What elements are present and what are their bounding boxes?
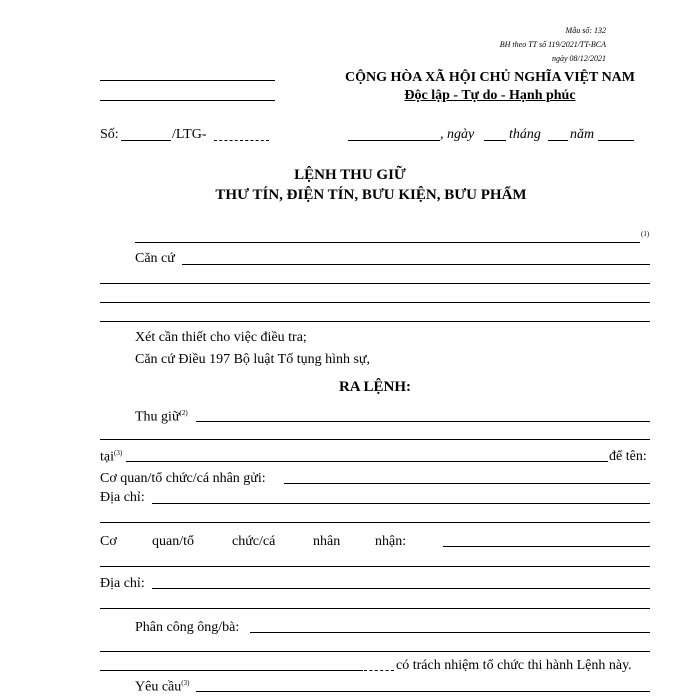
doc-number-blank-2	[214, 140, 269, 141]
nhan-word-4: nhân	[313, 534, 341, 549]
dia-chi-1-line-2	[100, 522, 650, 523]
date-thang: tháng	[509, 127, 541, 142]
phan-cong-line	[250, 632, 650, 633]
trach-nhiem-dash	[364, 670, 394, 671]
nhan-line	[443, 546, 650, 547]
ra-lenh-heading: RA LỆNH:	[338, 379, 412, 395]
date-nam: năm	[570, 127, 595, 142]
xet-can-text: Xét cần thiết cho việc điều tra;	[135, 330, 307, 345]
phan-cong-line-2	[100, 651, 650, 652]
tai-label: tại$^{(3)}$	[100, 449, 123, 465]
dia-chi-1-line	[152, 503, 650, 504]
nhan-word-1: Cơ	[100, 534, 117, 549]
thu-giu-label: Thu giữ$^{(2)}$	[135, 409, 188, 425]
agency-line-1	[100, 80, 275, 81]
tai-line	[126, 461, 608, 462]
de-ten-label: để tên:	[609, 449, 647, 464]
place-blank	[348, 140, 440, 141]
national-motto: Độc lập - Tự do - Hạnh phúc	[404, 88, 576, 103]
nhan-word-3: chức/cá	[232, 534, 276, 549]
nhan-word-2: quan/tổ	[152, 534, 194, 549]
month-blank	[548, 140, 568, 141]
national-name: CỘNG HÒA XÃ HỘI CHỦ NGHĨA VIỆT NAM	[344, 70, 635, 85]
dia-chi-1-label: Địa chỉ:	[100, 490, 145, 505]
can-cu-dieu-text: Căn cứ Điều 197 Bộ luật Tố tụng hình sự,	[135, 352, 371, 367]
note3-marker-2: (3)	[181, 679, 190, 687]
thu-giu-line-2	[100, 439, 650, 440]
note3-marker: (3)	[114, 449, 123, 457]
date-ngay: , ngày	[440, 127, 475, 142]
can-cu-line	[182, 264, 650, 265]
doc-title-line2: THƯ TÍN, ĐIỆN TÍN, BƯU KIỆN, BƯU PHẨM	[215, 187, 527, 203]
note1-line	[135, 242, 640, 243]
yeu-cau-line	[196, 691, 650, 692]
year-blank	[598, 140, 634, 141]
can-cu-line-2	[100, 283, 650, 284]
can-cu-label: Căn cứ	[135, 251, 175, 266]
doc-number-label: Số:	[100, 127, 119, 142]
phan-cong-label: Phân công ông/bà:	[135, 620, 240, 635]
form-number: Mẫu số: 132	[565, 26, 606, 35]
can-cu-line-3	[100, 302, 650, 303]
dia-chi-2-label: Địa chỉ:	[100, 576, 145, 591]
can-cu-line-4	[100, 321, 650, 322]
note2-marker: (2)	[179, 409, 188, 417]
yeu-cau-label: Yêu cầu$^{(3)}$	[135, 679, 190, 695]
dia-chi-2-line	[152, 588, 650, 589]
doc-number-blank	[121, 140, 171, 141]
form-issued-by: BH theo TT số 119/2021/TT-BCA	[499, 40, 606, 49]
note1-marker: (1)	[641, 230, 650, 238]
agency-line-2	[100, 100, 275, 101]
trach-nhiem-line	[100, 670, 363, 671]
doc-title-line1: LỆNH THU GIỮ	[294, 167, 406, 183]
dia-chi-2-line-2	[100, 608, 650, 609]
co-quan-gui-line	[284, 483, 650, 484]
trach-nhiem-text: có trách nhiệm tổ chức thi hành Lệnh này.	[396, 658, 632, 673]
doc-number-suffix: /LTG-	[172, 127, 207, 142]
thu-giu-line	[196, 421, 650, 422]
day-blank	[484, 140, 506, 141]
nhan-word-5: nhận:	[375, 534, 407, 549]
nhan-line-2	[100, 566, 650, 567]
form-issued-date: ngày 08/12/2021	[552, 54, 606, 63]
co-quan-gui-label: Cơ quan/tổ chức/cá nhân gửi:	[100, 471, 266, 486]
